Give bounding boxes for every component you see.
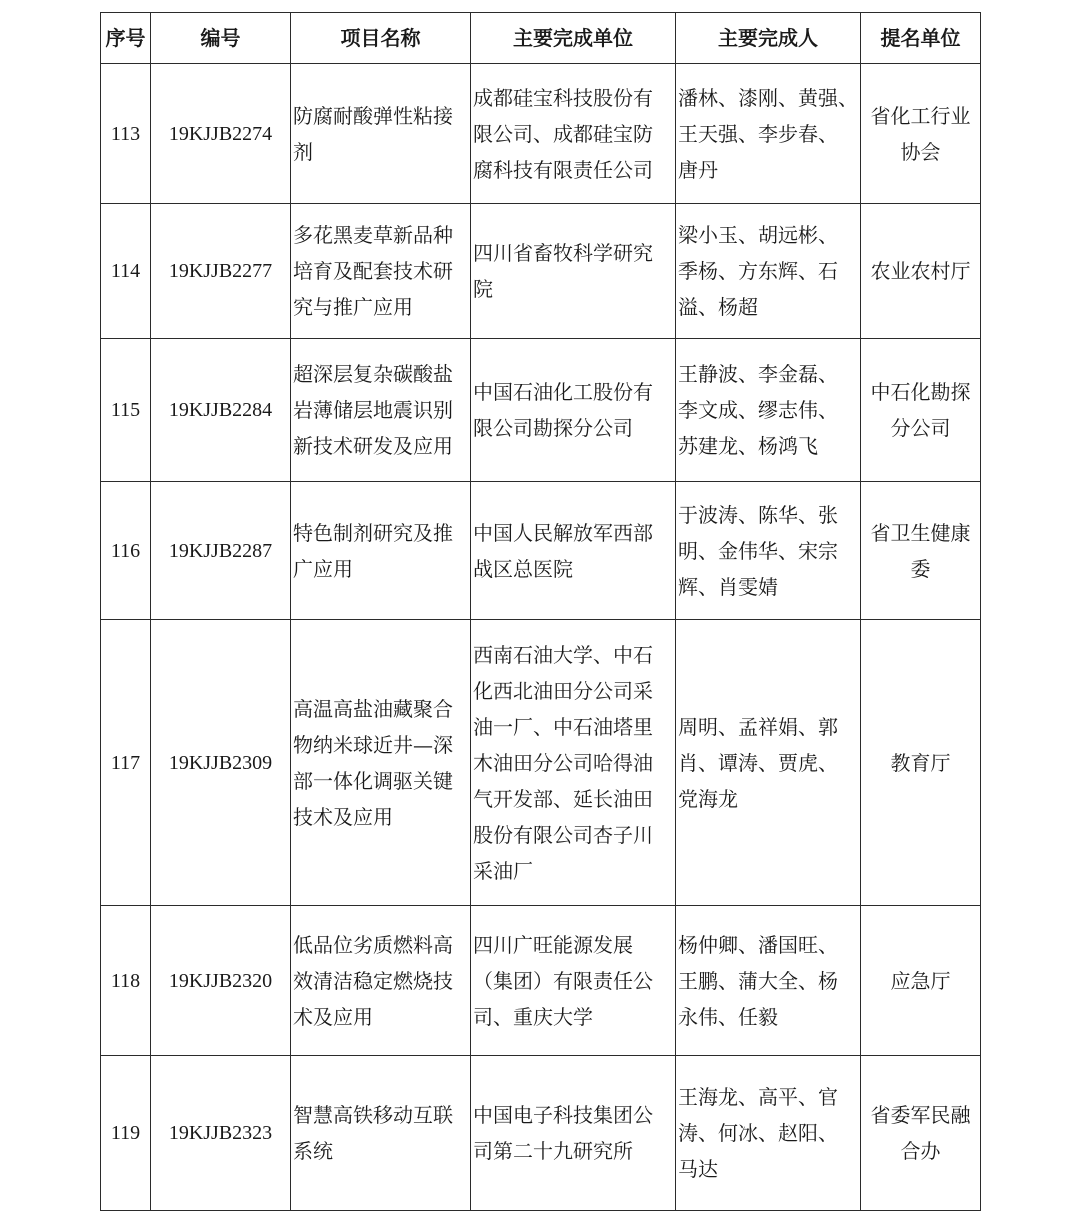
cell-nominator xyxy=(861,482,981,620)
cell-project-name xyxy=(291,906,471,1056)
text-line: 化西北油田分公司采 xyxy=(473,678,653,703)
text-line: 术及应用 xyxy=(293,1004,373,1029)
text-line: 潘林、漆刚、黄强、 xyxy=(678,85,858,110)
text-line: 岩薄储层地震识别 xyxy=(293,398,453,422)
text-line: 永伟、任毅 xyxy=(678,1004,778,1029)
cell-people xyxy=(676,204,861,339)
table-row xyxy=(101,1056,981,1211)
text-line: 司第二十九研究所 xyxy=(473,1139,633,1163)
text-line: 肖、谭涛、贾虎、 xyxy=(678,750,838,775)
cell-unit xyxy=(471,620,676,906)
text-line: 四川省畜牧科学研究 xyxy=(473,241,653,265)
cell-project-name xyxy=(291,64,471,204)
table-row xyxy=(101,339,981,482)
cell-nominator xyxy=(861,339,981,482)
text-line: 西南石油大学、中石 xyxy=(473,642,653,667)
table-row xyxy=(101,906,981,1056)
cell-unit xyxy=(471,906,676,1056)
header-code: 编号 xyxy=(151,13,291,64)
text-line: 战区总医院 xyxy=(473,556,573,581)
awards-table xyxy=(100,12,981,1211)
text-line: 王天强、李步春、 xyxy=(678,121,838,146)
text-line: 股份有限公司杏子川 xyxy=(473,822,653,847)
header-row xyxy=(101,13,981,64)
text-line: 剂 xyxy=(293,139,313,164)
text-line: 涛、何冰、赵阳、 xyxy=(678,1121,838,1145)
cell-no: 117 xyxy=(101,620,151,906)
text-line: 马达 xyxy=(678,1157,718,1181)
cell-project-name xyxy=(291,339,471,482)
text-line: 省卫生健康 xyxy=(870,520,971,545)
text-line: 中石化勘探 xyxy=(870,380,971,404)
text-line: 委 xyxy=(910,556,931,581)
text-line: 唐丹 xyxy=(678,157,718,182)
text-line: 新技术研发及应用 xyxy=(293,434,453,458)
text-line: 中国石油化工股份有 xyxy=(473,380,653,404)
text-line: 四川广旺能源发展 xyxy=(473,932,633,957)
text-line: 李文成、缪志伟、 xyxy=(678,398,838,422)
cell-project-name xyxy=(291,1056,471,1211)
text-line: 合办 xyxy=(900,1139,941,1163)
table-row xyxy=(101,64,981,204)
text-line: 农业农村厅 xyxy=(870,259,971,283)
cell-people xyxy=(676,906,861,1056)
cell-project-name xyxy=(291,482,471,620)
cell-no: 116 xyxy=(101,482,151,620)
cell-code: 19KJJB2287 xyxy=(151,482,291,620)
cell-code: 19KJJB2323 xyxy=(151,1056,291,1211)
text-line: 成都硅宝科技股份有 xyxy=(473,85,653,110)
cell-project-name xyxy=(291,204,471,339)
table-row xyxy=(101,620,981,906)
text-line: 中国人民解放军西部 xyxy=(473,520,653,545)
cell-no: 119 xyxy=(101,1056,151,1211)
text-line: 究与推广应用 xyxy=(293,295,413,319)
text-line: 于波涛、陈华、张 xyxy=(678,502,838,527)
text-line: 部一体化调驱关键 xyxy=(293,768,453,793)
text-line: 物纳米球近井—深 xyxy=(293,732,453,757)
cell-people xyxy=(676,64,861,204)
text-line: 超深层复杂碳酸盐 xyxy=(293,362,453,386)
text-line: 系统 xyxy=(293,1139,333,1163)
text-line: 腐科技有限责任公司 xyxy=(473,157,653,182)
cell-nominator xyxy=(861,1056,981,1211)
text-line: 党海龙 xyxy=(678,786,738,811)
cell-no: 115 xyxy=(101,339,151,482)
text-line: 协会 xyxy=(900,139,941,164)
header-project-name: 项目名称 xyxy=(291,13,471,64)
cell-code: 19KJJB2277 xyxy=(151,204,291,339)
text-line: 王海龙、高平、官 xyxy=(678,1085,838,1109)
text-line: 省委军民融 xyxy=(870,1103,971,1127)
cell-unit xyxy=(471,339,676,482)
text-line: 采油厂 xyxy=(473,858,533,883)
cell-unit xyxy=(471,1056,676,1211)
text-line: 王静波、李金磊、 xyxy=(678,362,838,386)
text-line: 防腐耐酸弹性粘接 xyxy=(293,103,453,128)
text-line: 辉、肖雯婧 xyxy=(678,574,778,599)
header-nominator: 提名单位 xyxy=(861,13,981,64)
text-line: 应急厅 xyxy=(890,968,951,993)
text-line: 院 xyxy=(473,277,493,301)
cell-nominator xyxy=(861,64,981,204)
text-line: 广应用 xyxy=(293,556,353,581)
cell-no: 118 xyxy=(101,906,151,1056)
text-line: 效清洁稳定燃烧技 xyxy=(293,968,453,993)
text-line: 气开发部、延长油田 xyxy=(473,786,653,811)
cell-people xyxy=(676,339,861,482)
header-people: 主要完成人 xyxy=(676,13,861,64)
cell-people xyxy=(676,1056,861,1211)
cell-people xyxy=(676,620,861,906)
text-line: 明、金伟华、宋宗 xyxy=(678,538,838,563)
text-line: 省化工行业 xyxy=(870,103,971,128)
text-line: 低品位劣质燃料高 xyxy=(293,932,453,957)
text-line: 高温高盐油藏聚合 xyxy=(293,696,453,721)
text-line: 梁小玉、胡远彬、 xyxy=(678,223,838,247)
text-line: 木油田分公司哈得油 xyxy=(473,750,653,775)
text-line: 季杨、方东辉、石 xyxy=(678,259,838,283)
text-line: 分公司 xyxy=(890,416,951,440)
table-row xyxy=(101,204,981,339)
text-line: 中国电子科技集团公 xyxy=(473,1103,653,1127)
table-row xyxy=(101,482,981,620)
cell-no: 114 xyxy=(101,204,151,339)
cell-code: 19KJJB2320 xyxy=(151,906,291,1056)
cell-unit xyxy=(471,204,676,339)
text-line: 杨仲卿、潘国旺、 xyxy=(678,932,838,957)
text-line: 智慧高铁移动互联 xyxy=(293,1103,453,1127)
text-line: 苏建龙、杨鸿飞 xyxy=(678,434,818,458)
text-line: 溢、杨超 xyxy=(678,295,758,319)
text-line: 周明、孟祥娟、郭 xyxy=(678,714,838,739)
text-line: 油一厂、中石油塔里 xyxy=(473,714,653,739)
text-line: 多花黑麦草新品种 xyxy=(293,223,453,247)
cell-nominator xyxy=(861,204,981,339)
cell-people xyxy=(676,482,861,620)
text-line: 培育及配套技术研 xyxy=(293,259,453,283)
cell-project-name xyxy=(291,620,471,906)
text-line: 王鹏、蒲大全、杨 xyxy=(678,968,838,993)
text-line: 司、重庆大学 xyxy=(473,1004,593,1029)
cell-unit xyxy=(471,64,676,204)
text-line: 技术及应用 xyxy=(293,804,393,829)
cell-code: 19KJJB2284 xyxy=(151,339,291,482)
cell-nominator xyxy=(861,620,981,906)
text-line: 限公司勘探分公司 xyxy=(473,416,633,440)
header-unit: 主要完成单位 xyxy=(471,13,676,64)
cell-code: 19KJJB2274 xyxy=(151,64,291,204)
text-line: 教育厅 xyxy=(890,750,951,775)
header-no: 序号 xyxy=(101,13,151,64)
cell-code: 19KJJB2309 xyxy=(151,620,291,906)
text-line: （集团）有限责任公 xyxy=(473,968,653,993)
cell-unit xyxy=(471,482,676,620)
cell-no: 113 xyxy=(101,64,151,204)
text-line: 限公司、成都硅宝防 xyxy=(473,121,653,146)
text-line: 特色制剂研究及推 xyxy=(293,520,453,545)
cell-nominator xyxy=(861,906,981,1056)
